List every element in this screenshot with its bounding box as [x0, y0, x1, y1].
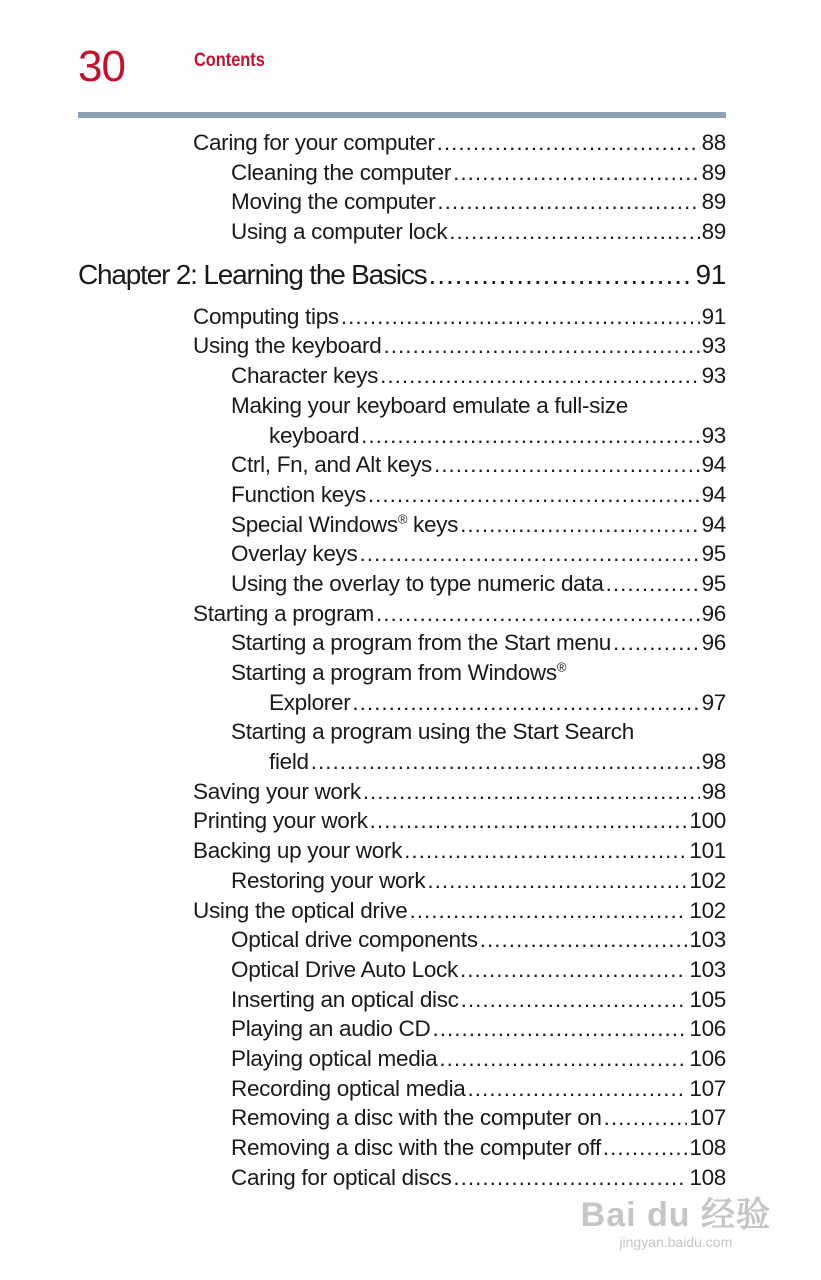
table-of-contents: [0, 128, 821, 1192]
toc-entry-page: 97: [701, 689, 726, 715]
toc-entry-page: 89: [701, 219, 726, 245]
toc-entry-page: 107: [689, 1075, 726, 1101]
toc-entry-label: Function keys: [231, 481, 366, 507]
toc-entry-page: 88: [701, 130, 726, 155]
toc-entry-label: Optical drive components: [231, 927, 478, 953]
leader-dots: [409, 896, 687, 926]
leader-dots: [439, 1044, 687, 1074]
toc-entry-label: Saving your work: [193, 778, 361, 804]
toc-entry[interactable]: [0, 421, 821, 451]
leader-dots: [480, 925, 688, 955]
leader-dots: [311, 747, 700, 777]
leader-dots: [352, 688, 699, 718]
leader-dots: [461, 985, 688, 1015]
toc-entry-label: Chapter 2: Learning the Basics: [78, 258, 427, 290]
toc-entry-page: 94: [701, 481, 726, 507]
watermark-url: jingyan.baidu.com: [619, 1234, 733, 1250]
toc-entry-page: 93: [701, 333, 726, 359]
toc-entry[interactable]: [0, 925, 821, 955]
leader-dots: [383, 331, 699, 361]
toc-entry-page: 95: [701, 570, 726, 596]
toc-entry-label: Using the keyboard: [193, 333, 382, 359]
leader-dots: [359, 539, 699, 569]
toc-entry[interactable]: [0, 1074, 821, 1104]
toc-entry-label: Starting a program: [193, 600, 374, 626]
toc-entry-page: 106: [689, 1045, 726, 1071]
leader-dots: [380, 361, 699, 391]
toc-entry-page: 91: [701, 303, 726, 329]
leader-dots: [460, 955, 687, 985]
toc-entry[interactable]: [0, 331, 821, 361]
toc-entry-page: 101: [689, 838, 726, 864]
leader-dots: [428, 250, 693, 300]
leader-dots: [434, 450, 700, 480]
toc-entry-page: 100: [689, 808, 726, 834]
toc-entry[interactable]: [0, 1103, 821, 1133]
leader-dots: [606, 569, 700, 599]
toc-entry[interactable]: [0, 361, 821, 391]
toc-entry-label: keyboard: [269, 422, 360, 448]
toc-entry-label: Overlay keys: [231, 541, 358, 567]
toc-entry[interactable]: [0, 450, 821, 480]
toc-entry[interactable]: [0, 1133, 821, 1163]
leader-dots: [604, 1103, 688, 1133]
toc-entry-label: Inserting an optical disc: [231, 986, 459, 1012]
toc-entry-label: Computing tips: [193, 303, 339, 329]
toc-entry-page: 98: [701, 749, 726, 775]
toc-entry-page: 108: [689, 1164, 726, 1190]
toc-entry-page: 91: [695, 258, 726, 290]
toc-entry-label: Using a computer lock: [231, 219, 448, 245]
toc-entry-page: 102: [689, 897, 726, 923]
toc-entry-label: Ctrl, Fn, and Alt keys: [231, 452, 432, 478]
toc-entry-label: Recording optical media: [231, 1075, 466, 1101]
toc-entry-label: Playing optical media: [231, 1045, 438, 1071]
toc-entry-label: Starting a program using the Start Search: [231, 719, 634, 745]
toc-entry[interactable]: [0, 836, 821, 866]
toc-entry[interactable]: [0, 866, 821, 896]
toc-entry-page: 93: [701, 422, 726, 448]
leader-dots: [368, 480, 700, 510]
toc-entry-label: Backing up your work: [193, 838, 403, 864]
leader-dots: [341, 302, 700, 332]
toc-entry-page: 95: [701, 541, 726, 567]
toc-entry[interactable]: [0, 658, 821, 688]
toc-entry[interactable]: [0, 628, 821, 658]
page-number: 30: [78, 42, 125, 91]
leader-dots: [370, 806, 688, 836]
toc-entry[interactable]: [0, 510, 821, 540]
toc-entry-page: 89: [701, 189, 726, 215]
toc-entry[interactable]: [0, 896, 821, 926]
leader-dots: [404, 836, 687, 866]
leader-dots: [363, 777, 700, 807]
toc-entry-label: Optical Drive Auto Lock: [231, 956, 458, 982]
toc-entry-label: Playing an audio CD: [231, 1016, 431, 1042]
leader-dots: [613, 628, 700, 658]
leader-dots: [460, 510, 699, 540]
toc-entry-label: Starting a program from the Start menu: [231, 630, 612, 656]
leader-dots: [361, 421, 699, 451]
toc-entry[interactable]: [0, 747, 821, 777]
toc-entry[interactable]: [0, 480, 821, 510]
toc-entry-page: 96: [701, 630, 726, 656]
toc-entry[interactable]: [0, 217, 821, 247]
leader-dots: [467, 1074, 687, 1104]
leader-dots: [437, 128, 700, 158]
toc-entry-label: Printing your work: [193, 808, 368, 834]
toc-entry-page: 96: [701, 600, 726, 626]
header-rule: [78, 112, 726, 118]
toc-entry[interactable]: [0, 717, 821, 747]
toc-entry[interactable]: [0, 1014, 821, 1044]
toc-entry-page: 94: [701, 452, 726, 478]
toc-entry-page: 103: [689, 956, 726, 982]
toc-entry-page: 105: [689, 986, 726, 1012]
leader-dots: [432, 1014, 687, 1044]
section-title: Contents: [194, 50, 265, 71]
toc-entry-page: 98: [701, 778, 726, 804]
toc-entry[interactable]: [0, 777, 821, 807]
toc-entry[interactable]: [0, 688, 821, 718]
leader-dots: [376, 599, 700, 629]
toc-entry-label: Explorer: [269, 689, 351, 715]
toc-entry-label: Cleaning the computer: [231, 159, 452, 185]
toc-entry-label: Moving the computer: [231, 189, 436, 215]
toc-entry[interactable]: [0, 955, 821, 985]
toc-entry-label: Using the overlay to type numeric data: [231, 570, 604, 596]
toc-entry-label: Using the optical drive: [193, 897, 408, 923]
toc-entry-page: 103: [689, 927, 726, 953]
toc-entry-label: Removing a disc with the computer off: [231, 1135, 601, 1160]
chapter-heading[interactable]: [0, 250, 821, 300]
toc-entry-page: 107: [689, 1105, 726, 1131]
toc-entry-label: Caring for optical discs: [231, 1164, 452, 1190]
toc-entry-label: Removing a disc with the computer on: [231, 1105, 602, 1131]
toc-entry[interactable]: [0, 806, 821, 836]
toc-entry[interactable]: [0, 391, 821, 421]
watermark: [581, 1187, 771, 1250]
toc-entry[interactable]: [0, 569, 821, 599]
toc-entry-page: 108: [689, 1135, 726, 1160]
toc-entry-page: 94: [701, 511, 726, 537]
leader-dots: [437, 187, 699, 217]
toc-entry-page: 102: [689, 867, 726, 893]
toc-entry-label: Starting a program from Windows®: [231, 659, 567, 685]
toc-entry[interactable]: [0, 158, 821, 188]
toc-entry[interactable]: [0, 599, 821, 629]
toc-entry[interactable]: [0, 302, 821, 332]
toc-entry[interactable]: [0, 539, 821, 569]
toc-entry-label: Making your keyboard emulate a full-size: [231, 392, 628, 418]
toc-entry-page: 93: [701, 363, 726, 389]
leader-dots: [453, 158, 699, 188]
toc-entry-page: 106: [689, 1016, 726, 1042]
toc-entry-label: field: [269, 749, 309, 775]
toc-entry-page: 89: [701, 159, 726, 185]
toc-entry[interactable]: [0, 187, 821, 217]
toc-entry[interactable]: [0, 985, 821, 1015]
toc-entry-label: Caring for your computer: [193, 130, 435, 155]
toc-entry-label: Special Windows® keys: [231, 511, 459, 537]
leader-dots: [449, 217, 699, 247]
toc-entry[interactable]: [0, 128, 821, 158]
leader-dots: [427, 866, 687, 896]
leader-dots: [603, 1133, 687, 1163]
toc-entry[interactable]: [0, 1044, 821, 1074]
toc-entry-label: Character keys: [231, 363, 379, 389]
toc-entry-label: Restoring your work: [231, 867, 426, 893]
watermark-brand: Bai du 经验: [580, 1196, 771, 1234]
